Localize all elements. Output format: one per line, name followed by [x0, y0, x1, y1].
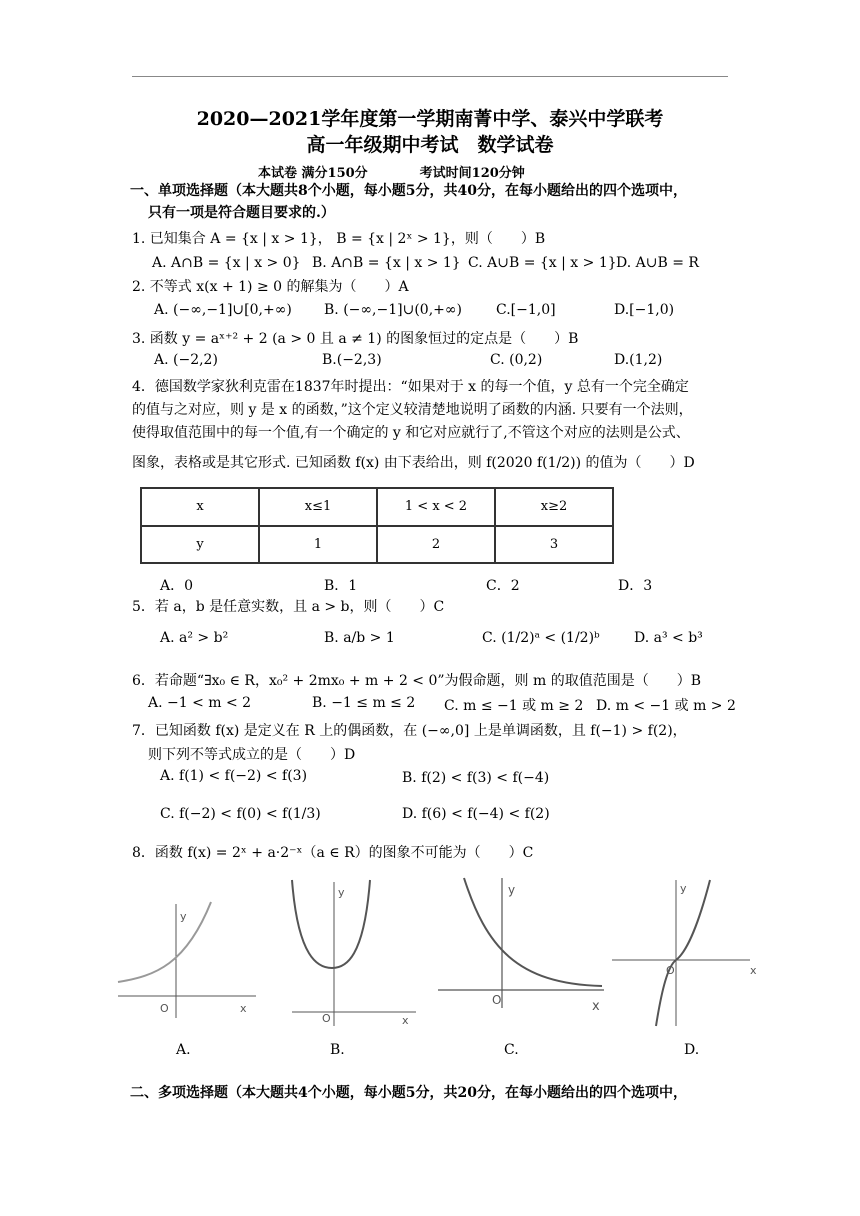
question-1-stem: 1. 已知集合 A = {x | x > 1}， B = {x | 2ˣ > 1}，则（ ）B — [132, 231, 546, 247]
graph-b — [284, 878, 424, 1028]
exam-subtitle: 高一年级期中考试 数学试卷 — [306, 134, 554, 156]
graph-a-label: A. — [176, 1042, 191, 1058]
graph-b-label: B. — [330, 1042, 345, 1058]
table-cell: 1 — [259, 526, 377, 564]
question-5-option-c: C. (1/2)ᵃ < (1/2)ᵇ — [482, 630, 600, 646]
question-4-line-3: 使得取值范围中的每一个值,有一个确定的 y 和它对应就行了,不管这个对应的法则是公式、 — [132, 425, 690, 441]
exam-title: 2020—2021学年度第一学期南菁中学、泰兴中学联考 — [196, 108, 664, 130]
question-4-option-b: B．1 — [324, 578, 358, 594]
table-cell: x≤1 — [259, 488, 377, 526]
question-1-option-c: C. A∪B = {x | x > 1} — [468, 255, 617, 271]
graph-d-y-label: y — [680, 882, 687, 895]
question-1-option-a: A. A∩B = {x | x > 0} — [152, 255, 301, 271]
question-7-option-d: D. f(6) < f(−4) < f(2) — [402, 806, 550, 822]
question-3-option-d: D.(1,2) — [614, 352, 663, 368]
question-5-stem: 5．若 a，b 是任意实数，且 a > b，则（ ）C — [132, 599, 445, 615]
question-5-option-a: A. a² > b² — [160, 630, 229, 646]
question-4-option-d: D．3 — [618, 578, 653, 594]
question-6-option-b: B. −1 ≤ m ≤ 2 — [312, 695, 416, 711]
graph-c-y-label: y — [508, 883, 516, 897]
graph-c-x-label: x — [592, 999, 600, 1014]
question-4-line-1: 4．德国数学家狄利克雷在1837年时提出：“如果对于 x 的每一个值，y 总有一个完全确定 — [132, 379, 689, 395]
graph-b-y-label: y — [338, 886, 345, 899]
question-3-option-b: B.(−2,3) — [322, 352, 382, 368]
graph-a — [116, 900, 266, 1020]
question-2-option-c: C.[−1,0] — [496, 302, 556, 318]
graph-d-x-label: x — [750, 964, 757, 977]
table-cell: x — [141, 488, 259, 526]
question-3-option-c: C. (0,2) — [490, 352, 543, 368]
graph-a-x-label: x — [240, 1002, 247, 1015]
question-5-option-b: B. a/b > 1 — [324, 630, 395, 646]
question-1-option-b: B. A∩B = {x | x > 1} — [312, 255, 461, 271]
question-3-stem: 3. 函数 y = aˣ⁺² + 2 (a > 0 且 a ≠ 1) 的图象恒过的定点是（ ）B — [132, 331, 579, 347]
question-4-line-2: 的值与之对应，则 y 是 x 的函数，”这个定义较清楚地说明了函数的内涵. 只要有一个法则， — [132, 402, 693, 418]
question-2-option-d: D.[−1,0) — [614, 302, 675, 318]
question-4-line-4: 图象，表格或是其它形式. 已知函数 f(x) 由下表给出，则 f(2020 f(1/2)) 的值为（ ）D — [132, 455, 695, 471]
section-1-heading-cont: 只有一项是符合题目要求的.） — [148, 205, 335, 221]
section-2-heading: 二、多项选择题（本大题共4个小题，每小题5分，共20分，在每小题给出的四个选项中， — [130, 1085, 687, 1101]
question-7-option-a: A. f(1) < f(−2) < f(3) — [160, 768, 308, 784]
question-5-option-d: D. a³ < b³ — [634, 630, 703, 646]
question-4-option-c: C．2 — [486, 578, 520, 594]
table-cell: x≥2 — [495, 488, 613, 526]
graph-d — [610, 878, 764, 1028]
question-6-stem: 6．若命题“∃x₀ ∈ R，x₀² + 2mx₀ + m + 2 < 0”为假命题，则 m 的取值范围是（ ）B — [132, 673, 702, 689]
question-6-option-c: C. m ≤ −1 或 m ≥ 2 — [444, 698, 584, 714]
question-7-option-b: B. f(2) < f(3) < f(−4) — [402, 770, 550, 786]
table-cell: y — [141, 526, 259, 564]
function-value-table — [140, 487, 614, 564]
question-4-option-a: A．0 — [160, 578, 194, 594]
question-7-option-c: C. f(−2) < f(0) < f(1/3) — [160, 806, 321, 822]
question-7-line-2: 则下列不等式成立的是（ ）D — [148, 747, 356, 763]
graph-c — [436, 876, 608, 1016]
question-6-option-d: D. m < −1 或 m > 2 — [596, 698, 736, 714]
graph-b-x-label: x — [402, 1014, 409, 1027]
table-cell: 2 — [377, 526, 495, 564]
exam-meta: 本试卷 满分150分 考试时间120分钟 — [258, 166, 525, 181]
section-1-heading: 一、单项选择题（本大题共8个小题，每小题5分，共40分，在每小题给出的四个选项中， — [130, 183, 687, 199]
table-cell: 1 < x < 2 — [377, 488, 495, 526]
question-8-stem: 8．函数 f(x) = 2ˣ + a·2⁻ˣ（a ∈ R）的图象不可能为（ ）C — [132, 845, 534, 861]
graph-b-origin-label: O — [322, 1012, 331, 1025]
graph-d-origin-label: O — [666, 964, 675, 977]
graph-c-origin-label: O — [492, 993, 502, 1007]
table-cell: 3 — [495, 526, 613, 564]
question-2-option-b: B. (−∞,−1]∪(0,+∞) — [324, 302, 462, 318]
graph-a-y-label: y — [180, 910, 187, 923]
question-6-option-a: A. −1 < m < 2 — [148, 695, 252, 711]
question-2-stem: 2. 不等式 x(x + 1) ≥ 0 的解集为（ ）A — [132, 279, 409, 295]
question-7-line-1: 7．已知函数 f(x) 是定义在 R 上的偶函数，在 (−∞,0] 上是单调函数，且 f(−1) > f(2)， — [132, 723, 687, 739]
header-rule — [132, 76, 728, 77]
question-1-option-d: D. A∪B = R — [616, 255, 699, 271]
graph-d-label: D. — [684, 1042, 700, 1058]
question-3-option-a: A. (−2,2) — [154, 352, 218, 368]
question-2-option-a: A. (−∞,−1]∪[0,+∞) — [154, 302, 292, 318]
graph-c-label: C. — [504, 1042, 519, 1058]
graph-a-origin-label: O — [160, 1002, 169, 1015]
